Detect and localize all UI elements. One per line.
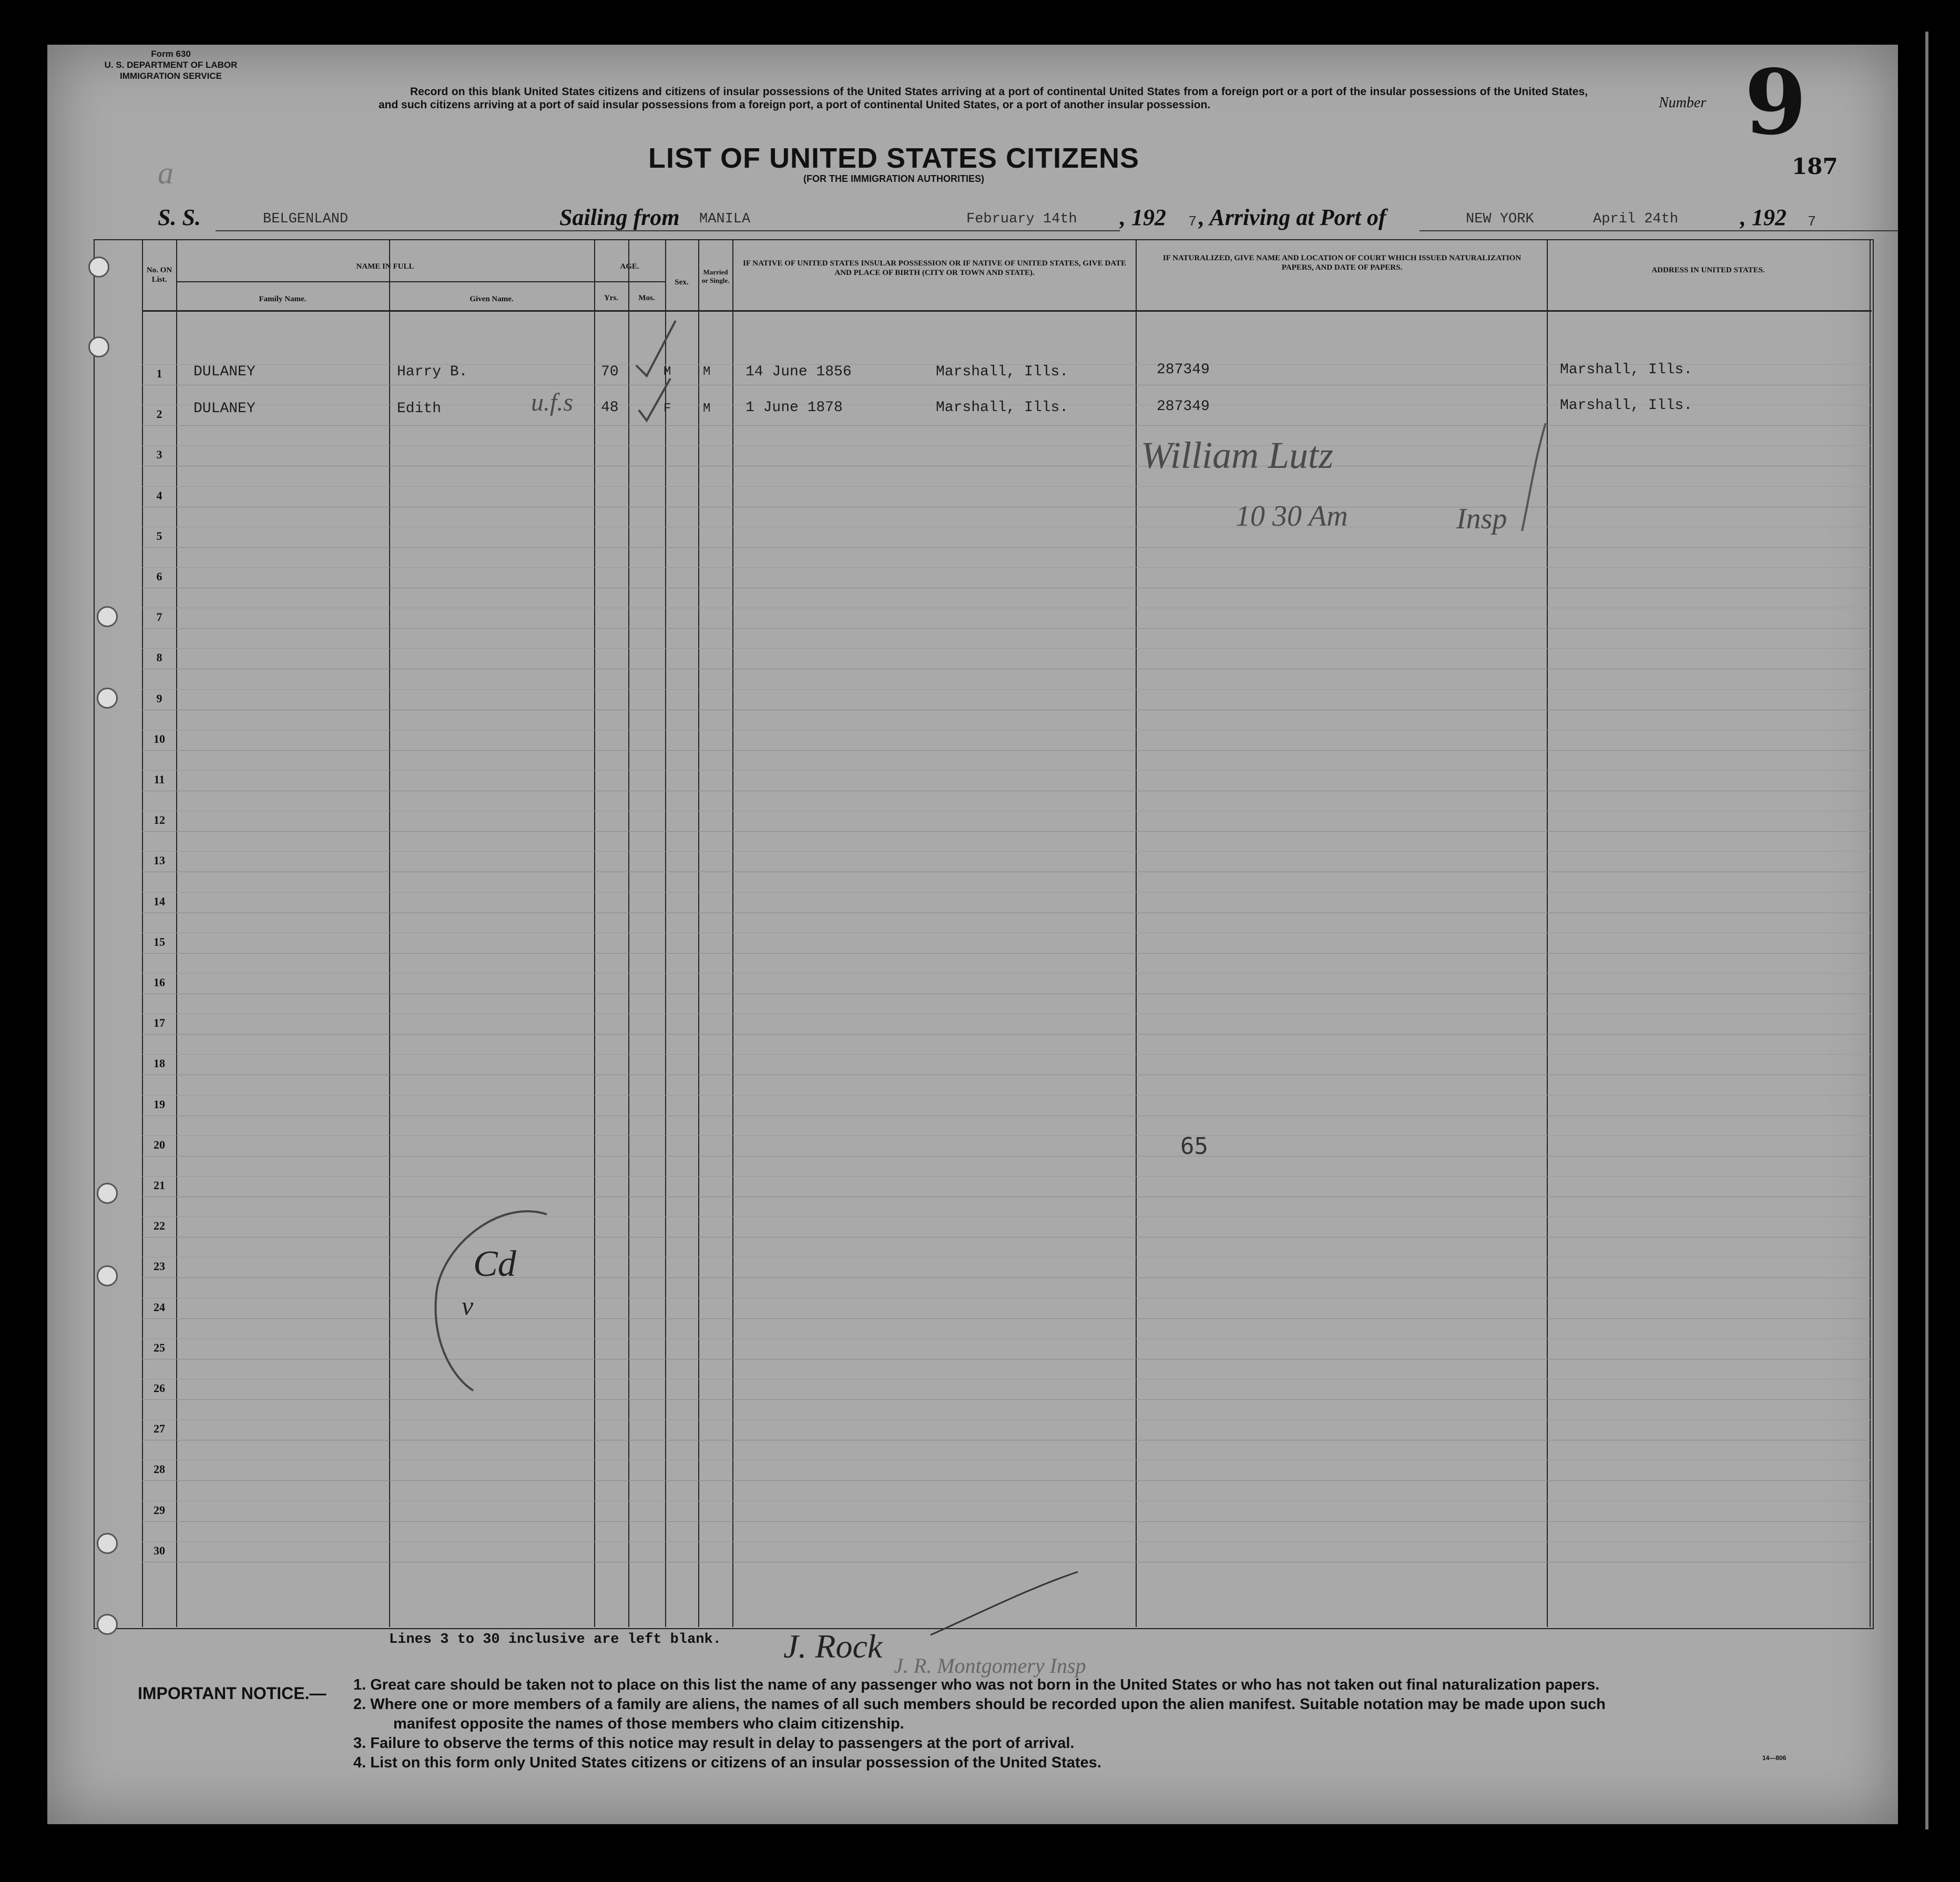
arriving-label: , Arriving at Port of bbox=[1199, 204, 1386, 230]
row-number: 13 bbox=[154, 854, 165, 867]
ruled-line bbox=[142, 628, 1872, 629]
service-name: IMMIGRATION SERVICE bbox=[120, 71, 222, 81]
notice-item-2-continued: manifest opposite the names of those members who claim citizenship. bbox=[393, 1715, 904, 1732]
header-address: ADDRESS IN UNITED STATES. bbox=[1651, 266, 1765, 274]
row-number: 24 bbox=[154, 1300, 165, 1314]
arrival-date: April 24th bbox=[1593, 211, 1679, 227]
ruled-line bbox=[142, 953, 1872, 954]
header-birth-info: IF NATIVE OF UNITED STATES INSULAR POSSESSION OR IF NATIVE OF UNITED STATES, GIVE DATE AND PLACE OF BIRTH (CITY OR TOWN AND STATE). bbox=[743, 259, 1126, 277]
passenger-2-age-yrs: 48 bbox=[601, 400, 619, 416]
row-number: 3 bbox=[156, 448, 162, 462]
punch-hole bbox=[88, 257, 109, 278]
col-divider bbox=[628, 239, 629, 1627]
insp-note: Insp bbox=[1456, 503, 1507, 535]
col-divider bbox=[594, 239, 595, 1627]
ruled-line bbox=[142, 851, 1872, 852]
print-code: 14—806 bbox=[1762, 1754, 1787, 1762]
blank-lines-note: Lines 3 to 30 inclusive are left blank. bbox=[389, 1632, 721, 1648]
row-number: 27 bbox=[154, 1422, 165, 1436]
voyage-line bbox=[158, 204, 1840, 236]
footer-signature: J. Rock bbox=[783, 1628, 883, 1665]
ruled-line bbox=[142, 1034, 1872, 1035]
ruled-line bbox=[142, 445, 1872, 446]
punch-hole bbox=[97, 606, 118, 627]
notice-item-1: 1. Great care should be taken not to place on this list the name of any passenger who was not born in the United States or who has not taken out final naturalization papers. bbox=[353, 1676, 1600, 1693]
col-divider bbox=[1870, 239, 1871, 1627]
ruled-line bbox=[142, 1480, 1872, 1481]
row-number: 26 bbox=[154, 1382, 165, 1395]
row-number: 12 bbox=[154, 813, 165, 827]
row-number: 10 bbox=[154, 732, 165, 745]
punch-hole bbox=[97, 1614, 118, 1635]
header-age: AGE. bbox=[620, 262, 639, 271]
ruled-line bbox=[142, 1156, 1872, 1157]
ruled-line bbox=[142, 1318, 1872, 1319]
ruled-line bbox=[142, 1419, 1872, 1420]
department-name: U. S. DEPARTMENT OF LABOR bbox=[104, 60, 238, 70]
row-number: 20 bbox=[154, 1138, 165, 1151]
ruled-line bbox=[142, 1176, 1872, 1177]
ss-label: S. S. bbox=[158, 204, 201, 230]
from-port: MANILA bbox=[699, 211, 751, 227]
row-number: 5 bbox=[156, 529, 162, 543]
row-number: 18 bbox=[154, 1057, 165, 1070]
passenger-2-sex: F bbox=[663, 402, 671, 416]
passenger-2-given-name: Edith bbox=[397, 401, 442, 417]
row-number: 4 bbox=[156, 488, 162, 502]
row-number: 2 bbox=[156, 407, 162, 421]
row-number: 6 bbox=[156, 570, 162, 583]
row-number: 7 bbox=[156, 610, 162, 624]
form-number: Form 630 bbox=[151, 49, 191, 59]
page-number: 187 bbox=[1792, 154, 1838, 179]
inspector-signature: William Lutz bbox=[1141, 434, 1334, 476]
row-number: 9 bbox=[156, 691, 162, 705]
ruled-line bbox=[142, 1521, 1872, 1522]
corner-handwritten-mark: a bbox=[158, 156, 173, 190]
sail-date: February 14th bbox=[966, 211, 1077, 227]
punch-hole bbox=[97, 1265, 118, 1286]
passenger-1-sex: M bbox=[663, 365, 671, 379]
year-digit-1: 7 bbox=[1188, 214, 1197, 230]
notice-item-4: 4. List on this form only United States citizens or citizens of an insular possession of the United States. bbox=[353, 1754, 1101, 1771]
given-name-margin-note: u.f.s bbox=[531, 388, 574, 416]
notice-item-2: 2. Where one or more members of a family are aliens, the names of all such members should be recorded upon the alien manifest. Suitable notation may be made upon such bbox=[353, 1696, 1606, 1713]
ruled-line bbox=[142, 892, 1872, 893]
ruled-line bbox=[142, 750, 1872, 751]
header-mos: Mos. bbox=[638, 294, 655, 302]
col-divider bbox=[389, 239, 390, 1627]
passenger-1-marital: M bbox=[703, 365, 711, 379]
header-no-on-list: No. ON List. bbox=[146, 266, 172, 284]
passenger-1-family-name: DULANEY bbox=[193, 364, 256, 380]
ruled-line bbox=[142, 1541, 1872, 1542]
passenger-2-address: Marshall, Ills. bbox=[1560, 397, 1693, 414]
row-number: 25 bbox=[154, 1341, 165, 1354]
passenger-1-birth-place: Marshall, Ills. bbox=[936, 364, 1069, 380]
ruled-line bbox=[142, 689, 1872, 690]
stamp-number: 65 bbox=[1180, 1133, 1208, 1160]
ship-name: BELGENLAND bbox=[263, 211, 349, 227]
punch-hole bbox=[88, 336, 109, 357]
ruled-line bbox=[142, 1277, 1872, 1278]
ruled-line bbox=[142, 1095, 1872, 1096]
row-number: 11 bbox=[154, 773, 165, 786]
header-bottom-rule bbox=[142, 310, 1872, 312]
footer-signature-2: J. R. Montgomery Insp bbox=[894, 1654, 1086, 1678]
col-divider bbox=[1136, 239, 1137, 1627]
arrival-underline bbox=[1420, 230, 1898, 231]
passenger-1-given-name: Harry B. bbox=[397, 364, 468, 380]
header-yrs: Yrs. bbox=[604, 294, 619, 302]
ruled-line bbox=[142, 648, 1872, 649]
sailing-label: Sailing from bbox=[559, 204, 680, 230]
inspector-stroke bbox=[1514, 421, 1556, 536]
ruled-line bbox=[142, 1338, 1872, 1339]
ruled-line bbox=[142, 973, 1872, 974]
row-number: 29 bbox=[154, 1503, 165, 1517]
col-divider bbox=[176, 239, 177, 1627]
row-number: 19 bbox=[154, 1097, 165, 1111]
number-label: Number bbox=[1659, 95, 1707, 111]
col-divider bbox=[665, 239, 666, 1627]
header-name-in-full: NAME IN FULL bbox=[356, 262, 414, 271]
punch-hole bbox=[97, 1183, 118, 1204]
col-divider bbox=[732, 239, 733, 1627]
year-prefix-2: , 192 bbox=[1740, 204, 1787, 230]
passenger-2-naturalization: 287349 bbox=[1157, 398, 1210, 415]
form-instructions: Record on this blank United States citizens and citizens of insular possessions of the United States arriving at a port of continental United States from a foreign port or a port of the insular possessions of the United States, and such citizens arriving at a port of said insular possessions from a foreign port, a port of continental United States, or a port of another insular possession. bbox=[379, 86, 1588, 111]
manifest-table bbox=[94, 239, 1874, 1629]
ruled-line bbox=[142, 1399, 1872, 1400]
form-identifier bbox=[74, 48, 268, 81]
punch-hole bbox=[97, 1533, 118, 1554]
row-number: 21 bbox=[154, 1179, 165, 1192]
row-number: 15 bbox=[154, 935, 165, 948]
row-number: 23 bbox=[154, 1260, 165, 1273]
passenger-1-birth-date: 14 June 1856 bbox=[746, 364, 852, 380]
footer-signature-stroke bbox=[925, 1567, 1083, 1645]
passenger-2-birth-date: 1 June 1878 bbox=[746, 400, 843, 416]
passenger-1-naturalization: 287349 bbox=[1157, 362, 1210, 378]
page-edge bbox=[1915, 32, 1928, 1829]
year-digit-2: 7 bbox=[1808, 214, 1816, 230]
row-number: 14 bbox=[154, 894, 165, 908]
col-divider bbox=[142, 239, 143, 1627]
passenger-2-family-name: DULANEY bbox=[193, 401, 256, 417]
passenger-2-birth-place: Marshall, Ills. bbox=[936, 400, 1069, 416]
ruled-line bbox=[142, 567, 1872, 568]
ruled-line bbox=[142, 1216, 1872, 1217]
ruled-line bbox=[142, 486, 1872, 487]
row-number: 16 bbox=[154, 976, 165, 989]
margin-check-mark: v bbox=[462, 1291, 474, 1321]
year-prefix-1: , 192 bbox=[1120, 204, 1166, 230]
col-divider bbox=[698, 239, 699, 1627]
header-subrule bbox=[594, 281, 665, 282]
from-underline bbox=[694, 230, 1120, 231]
ruled-line bbox=[142, 1196, 1872, 1197]
margin-mark-cd: Cd bbox=[473, 1244, 516, 1284]
check-mark-row-1 bbox=[636, 321, 676, 376]
form-title: LIST OF UNITED STATES CITIZENS bbox=[648, 142, 1139, 174]
form-subtitle: (FOR THE IMMIGRATION AUTHORITIES) bbox=[803, 173, 984, 184]
header-subrule bbox=[176, 281, 594, 282]
time-note: 10 30 Am bbox=[1236, 500, 1348, 533]
row-number: 22 bbox=[154, 1219, 165, 1233]
ruled-line bbox=[142, 831, 1872, 832]
header-given-name: Given Name. bbox=[469, 295, 514, 303]
punch-hole bbox=[97, 688, 118, 709]
header-married-single: Married or Single. bbox=[701, 268, 730, 284]
ruled-line bbox=[142, 425, 1872, 426]
header-family-name: Family Name. bbox=[259, 295, 307, 303]
row-number: 17 bbox=[154, 1016, 165, 1030]
row-number: 30 bbox=[154, 1543, 165, 1557]
ruled-line bbox=[142, 1054, 1872, 1055]
list-number: 9 bbox=[1744, 50, 1807, 155]
check-mark-row-2 bbox=[639, 379, 670, 421]
row-number: 1 bbox=[156, 367, 162, 380]
passenger-1-address: Marshall, Ills. bbox=[1560, 362, 1693, 378]
margin-bracket-mark bbox=[421, 1204, 552, 1398]
ruled-line bbox=[142, 547, 1872, 548]
row-number: 8 bbox=[156, 651, 162, 664]
arrival-port: NEW YORK bbox=[1466, 211, 1534, 227]
notice-item-3: 3. Failure to observe the terms of this notice may result in delay to passengers at the port of arrival. bbox=[353, 1735, 1075, 1752]
header-sex: Sex. bbox=[675, 278, 689, 287]
passenger-1-age-yrs: 70 bbox=[601, 364, 619, 380]
ruled-line bbox=[142, 770, 1872, 771]
check-marks bbox=[626, 315, 689, 431]
passenger-2-marital: M bbox=[703, 402, 711, 416]
row-number: 28 bbox=[154, 1462, 165, 1476]
notice-heading: IMPORTANT NOTICE.— bbox=[138, 1684, 326, 1703]
header-naturalization: IF NATURALIZED, GIVE NAME AND LOCATION OF COURT WHICH ISSUED NATURALIZATION PAPERS, AND DATE OF PAPERS. bbox=[1162, 254, 1522, 272]
